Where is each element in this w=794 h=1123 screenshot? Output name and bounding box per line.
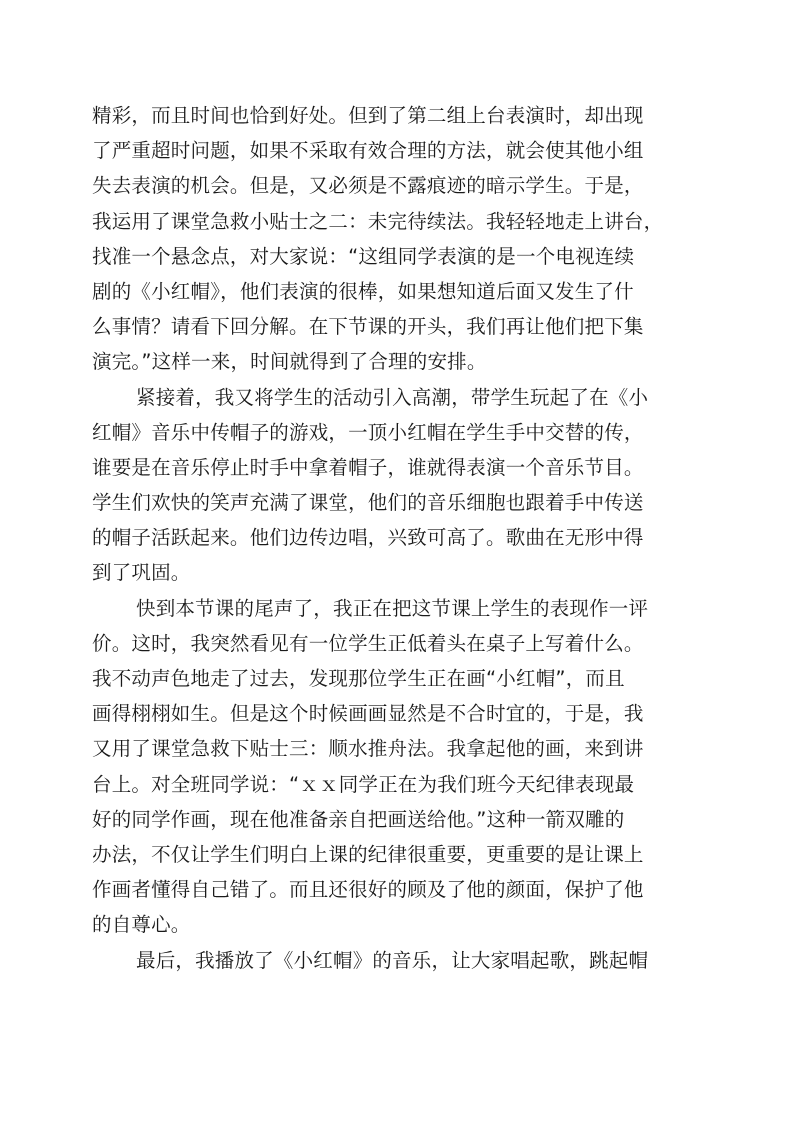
- text-line: 画得栩栩如生。但是这个时候画画显然是不合时宜的，于是，我: [92, 702, 644, 726]
- text-line: 谁要是在音乐停止时手中拿着帽子，谁就得表演一个音乐节目。: [92, 455, 644, 479]
- text-line: 作画者懂得自己错了。而且还很好的顾及了他的颜面，保护了他: [92, 878, 644, 902]
- text-line: 学生们欢快的笑声充满了课堂，他们的音乐细胞也跟着手中传送: [92, 491, 644, 515]
- paragraph-first-line: 最后，我播放了《小红帽》的音乐，让大家唱起歌，跳起帽: [136, 948, 649, 972]
- document-body: [92, 98, 692, 978]
- text-line: 么事情？请看下回分解。在下节课的开头，我们再让他们把下集: [92, 315, 644, 339]
- text-line: 台上。对全班同学说：“ｘｘ同学正在为我们班今天纪律表现最: [92, 772, 635, 796]
- text-line: 失去表演的机会。但是，又必须是不露痕迹的暗示学生。于是，: [92, 174, 644, 198]
- text-line: 又用了课堂急救下贴士三：顺水推舟法。我拿起他的画，来到讲: [92, 737, 644, 761]
- paragraph-first-line: 紧接着，我又将学生的活动引入高潮，带学生玩起了在《小: [136, 385, 649, 409]
- text-line: 找准一个悬念点，对大家说：“这组同学表演的是一个电视连续: [92, 244, 635, 268]
- text-line: 好的同学作画，现在他准备亲自把画送给他。”这种一箭双雕的: [92, 807, 625, 831]
- text-line: 红帽》音乐中传帽子的游戏，一顶小红帽在学生手中交替的传，: [92, 420, 644, 444]
- text-line: 了严重超时问题，如果不采取有效合理的方法，就会使其他小组: [92, 139, 644, 163]
- text-line: 到了巩固。: [92, 561, 191, 585]
- text-line: 我运用了课堂急救小贴士之二：未完待续法。我轻轻地走上讲台，: [92, 209, 664, 233]
- text-line: 演完。”这样一来，时间就得到了合理的安排。: [92, 350, 487, 374]
- text-line: 我不动声色地走了过去，发现那位学生正在画“小红帽”，而且: [92, 667, 625, 690]
- text-line: 价。这时，我突然看见有一位学生正低着头在桌子上写着什么。: [92, 631, 644, 655]
- text-line: 剧的《小红帽》，他们表演的很棒，如果想知道后面又发生了什: [92, 279, 634, 303]
- paragraph-first-line: 快到本节课的尾声了，我正在把这节课上学生的表现作一评: [136, 596, 649, 620]
- text-line: 精彩，而且时间也恰到好处。但到了第二组上台表演时，却出现: [92, 104, 644, 127]
- text-line: 的帽子活跃起来。他们边传边唱，兴致可高了。歌曲在无形中得: [92, 526, 644, 550]
- text-line: 办法，不仅让学生们明白上课的纪律很重要，更重要的是让课上: [92, 842, 644, 866]
- text-line: 的自尊心。: [92, 913, 191, 937]
